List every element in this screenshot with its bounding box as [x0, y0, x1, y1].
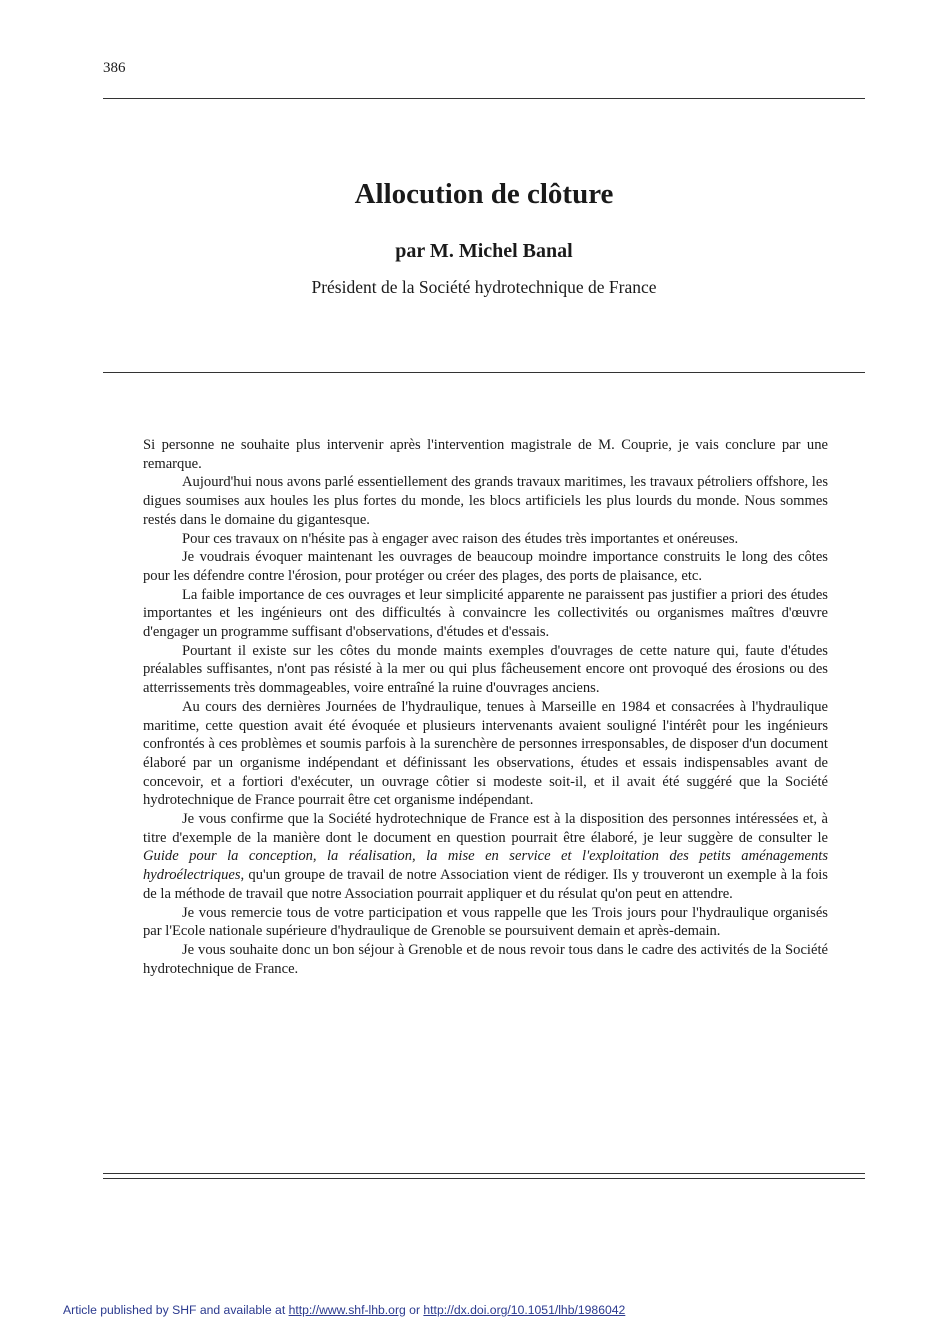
- paragraph-1: Si personne ne souhaite plus intervenir après l'intervention magistrale de M. Couprie, je vais conclure par une remarque.: [143, 437, 828, 472]
- title-rule: [103, 372, 865, 373]
- footer-prefix: Article published by SHF and available at: [63, 1303, 289, 1317]
- article-title: Allocution de clôture: [354, 178, 614, 210]
- paragraph-8: [143, 810, 828, 904]
- header-rule: [103, 98, 865, 99]
- author-line: par M. Michel Banal: [395, 240, 573, 262]
- paragraph-10: Je vous souhaite donc un bon séjour à Grenoble et de nous revoir tous dans le cadre des activités de la Société hydrotechnique de France.: [143, 941, 828, 977]
- footer-separator: or: [405, 1303, 424, 1317]
- paragraph-4: Je voudrais évoquer maintenant les ouvrages de beaucoup moindre importance construits le long des côtes pour les défendre contre l'érosion, pour protéger ou créer des plages, des ports de plaisance, etc.: [143, 549, 828, 584]
- paragraph-8-text-after: , qu'un groupe de travail de notre Association vient de rédiger. Ils y trouveront un exemple à la fois de la méthode de travail que notre Association pourrait appliquer et du résulat qu'on peut en attendre.: [143, 867, 828, 902]
- guide-title: Guide pour la conception, la réalisation, la mise en service et l'exploitation des petits aménagements hydroélectriques: [143, 848, 828, 884]
- doi-link[interactable]: http://dx.doi.org/10.1051/lhb/1986042: [423, 1303, 626, 1317]
- article-body: [143, 436, 828, 978]
- footer-rule-upper: [103, 1173, 865, 1174]
- paragraph-6: Pourtant il existe sur les côtes du monde maints exemples d'ouvrages de cette nature qui, faute d'études préalables suffisantes, n'ont pas résisté à la mer ou qui plus fâcheusement encore ont provoqué des érosions ou des atterrissements très dommageables, voire entraîné la ruine d'ouvrages anciens.: [143, 642, 828, 697]
- paragraph-9: Je vous remercie tous de votre participation et vous rappelle que les Trois jours pour l'hydraulique organisés par l'Ecole nationale supérieure d'hydraulique de Grenoble se poursuivent demain et après-demain.: [143, 904, 828, 940]
- publication-footer: [63, 1303, 625, 1317]
- paragraph-7: Au cours des dernières Journées de l'hydraulique, tenues à Marseille en 1984 et consacrées à l'hydraulique maritime, cette question avait été évoquée et plusieurs intervenants avaient souligné l'intérêt pour les ingénieurs confrontés à ces problèmes et soumis parfois à la surenchère de personnes irresponsables, de disposer d'un document élaboré par un organisme indépendant et définissant les observations, études et essais indispensables avant de concevoir, et a fortiori d'exécuter, un ouvrage côtier si modeste soit-il, et il avait été suggéré que la Société hydrotechnique de France pourrait être cet organisme indépendant.: [143, 698, 828, 809]
- page-number: 386: [103, 60, 126, 76]
- paragraph-2: Aujourd'hui nous avons parlé essentiellement des grands travaux maritimes, les travaux pétroliers offshore, les digues soumises aux houles les plus fortes du monde, les blocs artificiels les plus lourds du monde. Nous sommes restés dans le domaine du gigantesque.: [143, 474, 828, 528]
- footer-rule-lower: [103, 1178, 865, 1179]
- author-affiliation: Président de la Société hydrotechnique de France: [311, 277, 657, 297]
- paragraph-3: Pour ces travaux on n'hésite pas à engager avec raison des études très importantes et onéreuses.: [182, 530, 739, 547]
- paragraph-5: La faible importance de ces ouvrages et leur simplicité apparente ne paraissent pas justifier a priori des études importantes et les ingénieurs ont des difficultés à convaincre les collectivités ou organismes maîtres d'œuvre d'engager un programme suffisant d'observations, d'études et d'essais.: [143, 586, 828, 641]
- paragraph-8-text-before: Je vous confirme que la Société hydrotechnique de France est à la disposition des personnes intéressées et, à titre d'exemple de la manière dont le document en question pourrait être élaboré, je leur suggère de consulter le: [143, 811, 828, 846]
- shf-website-link[interactable]: http://www.shf-lhb.org: [288, 1303, 406, 1317]
